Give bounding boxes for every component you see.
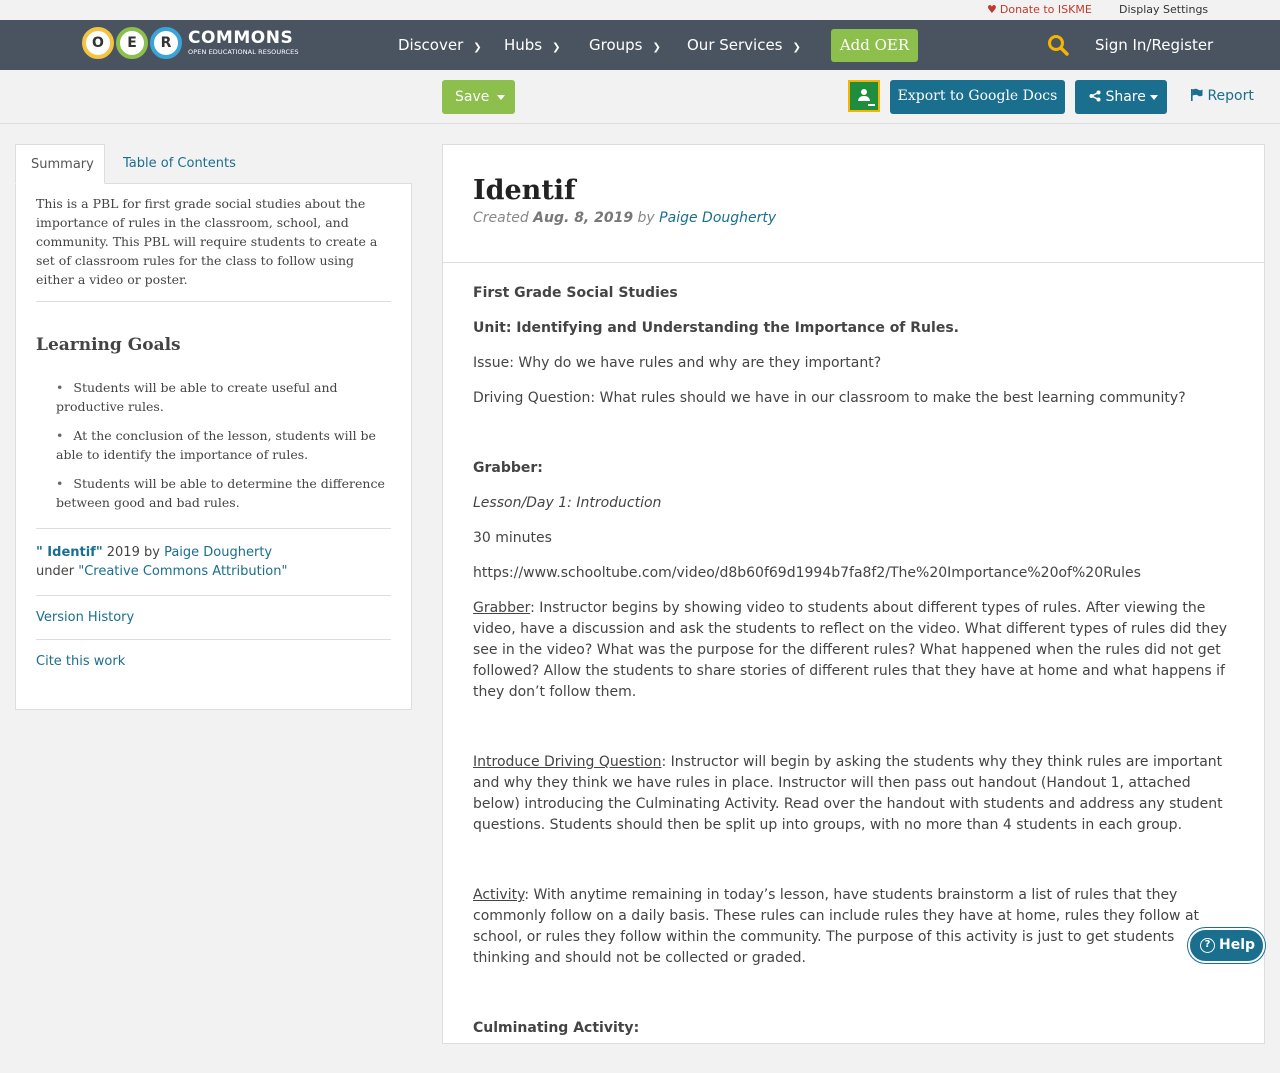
share-label: Share — [1105, 89, 1146, 105]
report-label: Report — [1207, 88, 1254, 104]
created-label: Created — [473, 210, 529, 226]
paragraph: Lesson/Day 1: Introduction — [473, 495, 662, 511]
paragraph — [473, 598, 1234, 703]
by-label: by — [637, 210, 655, 226]
video-url: https://www.schooltube.com/video/d8b60f69d1994b7fa8f2/The%20Importance%20of%20Rules — [473, 565, 1141, 581]
logo-word: COMMONS — [188, 28, 294, 49]
help-button[interactable] — [1188, 928, 1265, 963]
paragraph: Grabber: — [473, 460, 543, 476]
logo-tagline: OPEN EDUCATIONAL RESOURCES — [188, 48, 299, 57]
chevron-down-icon: ❯ — [792, 42, 801, 53]
cite-this-work-link[interactable]: Cite this work — [36, 654, 126, 669]
driving-question-label: Introduce Driving Question — [473, 754, 662, 770]
paragraph: Culminating Activity: — [473, 1020, 640, 1036]
document-title: Identif — [473, 175, 576, 206]
logo-letter-r: R — [150, 27, 182, 59]
action-bar — [0, 70, 1280, 124]
chevron-down-icon: ❯ — [552, 42, 561, 53]
chevron-down-icon: ❯ — [473, 42, 482, 53]
search-icon[interactable] — [1047, 34, 1069, 56]
grabber-text: : Instructor begins by showing video to students about different types of rules. After viewing the video, have a discussion and ask the students to reflect on the video. What different types of rules did they see in the video? What was the purpose for the different rules? What happened when the rules did not get followed? Allow the students to share stories of different rules that they have at home and what happens if they don’t follow them. — [473, 600, 1228, 700]
paragraph: Unit: Identifying and Understanding the Importance of Rules. — [473, 320, 959, 336]
question-icon: ? — [1200, 938, 1215, 953]
help-label: Help — [1219, 937, 1256, 953]
share-icon — [1089, 90, 1101, 102]
utility-bar — [0, 0, 1280, 20]
logo-wordmark — [188, 30, 299, 56]
heart-icon: ♥ — [987, 3, 997, 16]
resource-sidebar — [15, 144, 412, 710]
author-link[interactable]: Paige Dougherty — [659, 210, 777, 226]
donate-label: Donate to ISKME — [999, 3, 1092, 16]
report-link[interactable] — [1190, 88, 1254, 104]
export-google-docs-button[interactable]: Export to Google Docs — [890, 80, 1065, 114]
oer-commons-logo[interactable] — [82, 25, 299, 61]
paragraph: First Grade Social Studies — [473, 285, 678, 301]
learning-goals-heading: Learning Goals — [36, 335, 181, 355]
created-date: Aug. 8, 2019 — [533, 210, 634, 226]
activity-label: Activity — [473, 887, 525, 903]
tab-summary[interactable]: Summary — [15, 144, 105, 184]
paragraph: Issue: Why do we have rules and why are they important? — [473, 355, 882, 371]
license-link[interactable]: "Creative Commons Attribution" — [78, 564, 288, 579]
learning-goal-item: • At the conclusion of the lesson, students will be able to identify the importance of rules. — [56, 426, 391, 464]
save-label: Save — [455, 89, 490, 105]
main-navbar — [0, 20, 1280, 70]
tab-table-of-contents[interactable]: Table of Contents — [123, 156, 236, 171]
resource-description: This is a PBL for first grade social studies about the importance of rules in the classroom, school, and community. This PBL will require students to create a set of classroom rules for the class to follow using either a video or poster. — [36, 194, 391, 302]
paragraph: 30 minutes — [473, 530, 552, 546]
logo-letter-o: O — [82, 27, 114, 59]
flag-icon — [1190, 88, 1203, 101]
learning-goal-item: • Students will be able to create useful and productive rules. — [56, 378, 391, 416]
attribution-block — [36, 529, 391, 595]
attribution-title-link[interactable]: " Identif" — [36, 545, 103, 560]
nav-discover[interactable] — [398, 36, 482, 54]
activity-text: : With anytime remaining in today’s lesson, have students brainstorm a list of rules that they commonly follow on a daily basis. These rules can include rules they have at home, rules they follow at school, or rules they follow within the community. The purpose of this activity is just to get students thinking and should not be collected or graded. — [473, 887, 1200, 966]
nav-hubs[interactable] — [504, 36, 561, 54]
sign-in-register-link[interactable]: Sign In/Register — [1095, 36, 1214, 54]
paragraph — [473, 885, 1234, 969]
nav-groups-label: Groups — [589, 36, 643, 54]
caret-down-icon — [1150, 95, 1158, 100]
nav-our-services[interactable] — [687, 36, 801, 54]
logo-letter-e: E — [116, 27, 148, 59]
sidebar-tabs — [15, 144, 412, 184]
document-body — [443, 263, 1264, 1073]
google-classroom-icon[interactable] — [848, 80, 880, 112]
driving-question-text: : Instructor will begin by asking the students why they think rules are important and why they think we have rules in place. Instructor will then pass out handout (Handout 1, attached below) introducing the Culminating Activity. Read over the handout with students and address any student questions. Students should then be split up into groups, with no more than 4 students in each group. — [473, 754, 1223, 833]
nav-discover-label: Discover — [398, 36, 464, 54]
display-settings-link[interactable]: Display Settings — [1119, 3, 1209, 16]
document-content — [442, 144, 1265, 1044]
attribution-author-link[interactable]: Paige Dougherty — [164, 545, 273, 560]
grabber-label: Grabber — [473, 600, 531, 616]
donate-link[interactable] — [987, 3, 1092, 16]
chevron-down-icon: ❯ — [652, 42, 661, 53]
nav-hubs-label: Hubs — [504, 36, 543, 54]
share-button[interactable] — [1075, 80, 1167, 114]
add-oer-button[interactable]: Add OER — [831, 29, 918, 62]
attribution-under: under — [36, 564, 79, 579]
learning-goal-item: • Students will be able to determine the difference between good and bad rules. — [56, 474, 391, 512]
nav-groups[interactable] — [589, 36, 661, 54]
nav-our-services-label: Our Services — [687, 36, 783, 54]
version-history-link[interactable]: Version History — [36, 610, 135, 625]
attribution-year: 2019 by — [102, 545, 165, 560]
document-header — [443, 145, 1264, 263]
learning-goals-list — [36, 378, 391, 512]
caret-down-icon — [497, 95, 505, 100]
save-button[interactable] — [442, 80, 515, 114]
summary-panel — [15, 184, 412, 710]
paragraph — [473, 752, 1234, 836]
document-meta — [473, 210, 1234, 226]
paragraph: Driving Question: What rules should we have in our classroom to make the best learning community? — [473, 390, 1186, 406]
